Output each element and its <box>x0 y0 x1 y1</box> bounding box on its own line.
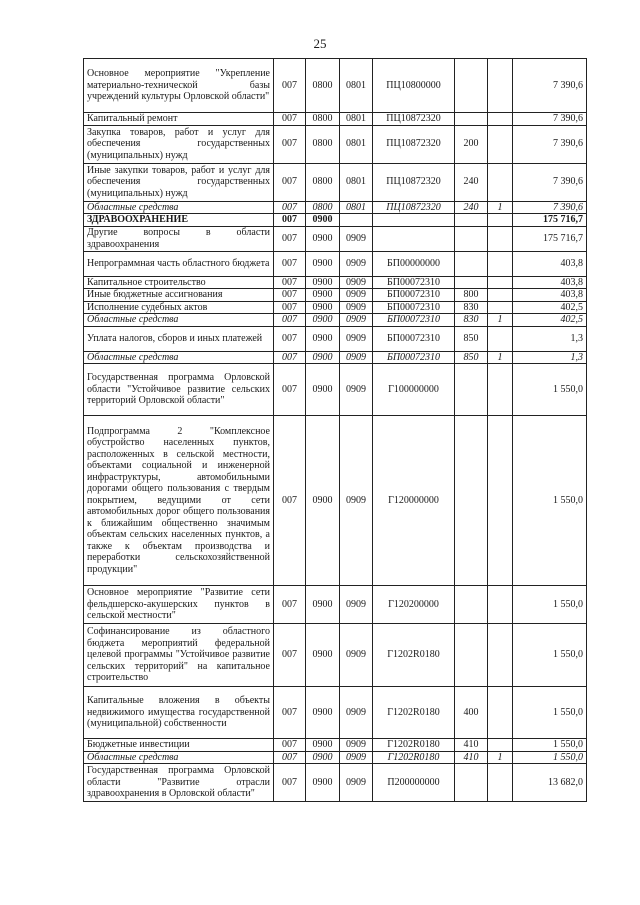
subsection-code-cell: 0909 <box>340 764 373 802</box>
table-row <box>84 326 587 351</box>
funding-source-flag-cell: 1 <box>488 351 513 364</box>
section-code-cell: 0800 <box>306 201 340 214</box>
funding-source-flag-cell: 1 <box>488 201 513 214</box>
table-row <box>84 113 587 126</box>
funding-source-flag-cell: 1 <box>488 314 513 327</box>
subsection-code-cell: 0909 <box>340 416 373 586</box>
funding-source-flag-cell <box>488 251 513 276</box>
row-name-cell: Областные средства <box>84 314 274 327</box>
funding-source-flag-cell <box>488 687 513 739</box>
row-name-cell: ЗДРАВООХРАНЕНИЕ <box>84 214 274 227</box>
row-name-cell: Непрограммная часть областного бюджета <box>84 251 274 276</box>
amount-cell: 403,8 <box>513 276 587 289</box>
funding-source-flag-cell <box>488 289 513 302</box>
amount-cell: 175 716,7 <box>513 226 587 251</box>
ministry-code-cell: 007 <box>274 214 306 227</box>
row-name-cell: Государственная программа Орловской области "Развитие отрасли здравоохранения в Орловской области" <box>84 764 274 802</box>
section-code-cell: 0800 <box>306 163 340 201</box>
section-code-cell: 0900 <box>306 326 340 351</box>
expense-type-code-cell <box>455 624 488 687</box>
table-row <box>84 764 587 802</box>
funding-source-flag-cell <box>488 624 513 687</box>
table-row <box>84 687 587 739</box>
target-article-code-cell: Г1202R0180 <box>373 739 455 752</box>
subsection-code-cell: 0801 <box>340 59 373 113</box>
funding-source-flag-cell <box>488 113 513 126</box>
section-code-cell: 0900 <box>306 586 340 624</box>
target-article-code-cell: Г1202R0180 <box>373 751 455 764</box>
ministry-code-cell: 007 <box>274 624 306 687</box>
row-name-cell: Областные средства <box>84 351 274 364</box>
expense-type-code-cell <box>455 214 488 227</box>
expense-type-code-cell <box>455 113 488 126</box>
section-code-cell: 0900 <box>306 687 340 739</box>
funding-source-flag-cell <box>488 226 513 251</box>
table-row <box>84 201 587 214</box>
subsection-code-cell: 0909 <box>340 276 373 289</box>
row-name-cell: Иные закупки товаров, работ и услуг для обеспечения государственных (муниципальных) нужд <box>84 163 274 201</box>
funding-source-flag-cell <box>488 214 513 227</box>
section-code-cell: 0900 <box>306 351 340 364</box>
target-article-code-cell: БП00072310 <box>373 301 455 314</box>
target-article-code-cell: БП00072310 <box>373 351 455 364</box>
subsection-code-cell: 0801 <box>340 163 373 201</box>
ministry-code-cell: 007 <box>274 687 306 739</box>
target-article-code-cell: Г120000000 <box>373 416 455 586</box>
funding-source-flag-cell <box>488 125 513 163</box>
table-row <box>84 624 587 687</box>
expense-type-code-cell: 830 <box>455 301 488 314</box>
section-code-cell: 0900 <box>306 739 340 752</box>
target-article-code-cell <box>373 214 455 227</box>
target-article-code-cell: Г1202R0180 <box>373 687 455 739</box>
section-code-cell: 0900 <box>306 226 340 251</box>
subsection-code-cell: 0909 <box>340 251 373 276</box>
section-code-cell: 0900 <box>306 251 340 276</box>
ministry-code-cell: 007 <box>274 113 306 126</box>
ministry-code-cell: 007 <box>274 364 306 416</box>
section-code-cell: 0900 <box>306 314 340 327</box>
ministry-code-cell: 007 <box>274 314 306 327</box>
amount-cell: 7 390,6 <box>513 201 587 214</box>
section-code-cell: 0900 <box>306 751 340 764</box>
amount-cell: 7 390,6 <box>513 113 587 126</box>
table-row <box>84 276 587 289</box>
target-article-code-cell: Г120200000 <box>373 586 455 624</box>
target-article-code-cell: БП00072310 <box>373 276 455 289</box>
target-article-code-cell: ПЦ10872320 <box>373 113 455 126</box>
row-name-cell: Капитальный ремонт <box>84 113 274 126</box>
table-row <box>84 364 587 416</box>
table-row <box>84 751 587 764</box>
funding-source-flag-cell <box>488 276 513 289</box>
amount-cell: 402,5 <box>513 301 587 314</box>
funding-source-flag-cell <box>488 416 513 586</box>
table-row <box>84 214 587 227</box>
expense-type-code-cell: 400 <box>455 687 488 739</box>
expense-type-code-cell: 410 <box>455 739 488 752</box>
section-code-cell: 0900 <box>306 214 340 227</box>
target-article-code-cell: БП00072310 <box>373 314 455 327</box>
amount-cell: 1 550,0 <box>513 624 587 687</box>
subsection-code-cell: 0909 <box>340 326 373 351</box>
subsection-code-cell: 0909 <box>340 739 373 752</box>
row-name-cell: Капитальное строительство <box>84 276 274 289</box>
subsection-code-cell: 0909 <box>340 351 373 364</box>
row-name-cell: Подпрограмма 2 "Комплексное обустройство населенных пунктов, расположенных в сельской местности, объектами социальной и инженерной инфраструктуры, автомобильными дорогами общего пользования с твердым покрытием, ведущими от сети автомобильных дорог общего пользования к ближайшим общественно значимым объектам сельских населенных пунктов, а также к объектам производства и переработки сельскохозяйственной продукции" <box>84 416 274 586</box>
funding-source-flag-cell <box>488 764 513 802</box>
target-article-code-cell: БП00000000 <box>373 251 455 276</box>
section-code-cell: 0900 <box>306 416 340 586</box>
table-row <box>84 125 587 163</box>
row-name-cell: Областные средства <box>84 751 274 764</box>
subsection-code-cell: 0909 <box>340 314 373 327</box>
section-code-cell: 0900 <box>306 624 340 687</box>
subsection-code-cell: 0801 <box>340 125 373 163</box>
target-article-code-cell: БП00072310 <box>373 289 455 302</box>
funding-source-flag-cell <box>488 163 513 201</box>
table-row <box>84 163 587 201</box>
funding-source-flag-cell <box>488 739 513 752</box>
amount-cell: 7 390,6 <box>513 125 587 163</box>
expense-type-code-cell <box>455 586 488 624</box>
section-code-cell: 0900 <box>306 301 340 314</box>
section-code-cell: 0900 <box>306 364 340 416</box>
amount-cell: 402,5 <box>513 314 587 327</box>
target-article-code-cell: Г1202R0180 <box>373 624 455 687</box>
row-name-cell: Закупка товаров, работ и услуг для обеспечения государственных (муниципальных) нужд <box>84 125 274 163</box>
amount-cell: 1 550,0 <box>513 687 587 739</box>
ministry-code-cell: 007 <box>274 201 306 214</box>
expense-type-code-cell <box>455 416 488 586</box>
section-code-cell: 0900 <box>306 276 340 289</box>
ministry-code-cell: 007 <box>274 586 306 624</box>
subsection-code-cell: 0801 <box>340 113 373 126</box>
ministry-code-cell: 007 <box>274 251 306 276</box>
target-article-code-cell: ПЦ10800000 <box>373 59 455 113</box>
amount-cell: 13 682,0 <box>513 764 587 802</box>
ministry-code-cell: 007 <box>274 125 306 163</box>
expense-type-code-cell: 410 <box>455 751 488 764</box>
ministry-code-cell: 007 <box>274 163 306 201</box>
target-article-code-cell: ПЦ10872320 <box>373 201 455 214</box>
ministry-code-cell: 007 <box>274 416 306 586</box>
row-name-cell: Иные бюджетные ассигнования <box>84 289 274 302</box>
table-row <box>84 289 587 302</box>
section-code-cell: 0800 <box>306 59 340 113</box>
page-number: 25 <box>313 36 327 51</box>
ministry-code-cell: 007 <box>274 351 306 364</box>
target-article-code-cell: ПЦ10872320 <box>373 125 455 163</box>
funding-source-flag-cell <box>488 301 513 314</box>
subsection-code-cell: 0909 <box>340 687 373 739</box>
target-article-code-cell: Г100000000 <box>373 364 455 416</box>
table-row <box>84 314 587 327</box>
table-row <box>84 739 587 752</box>
ministry-code-cell: 007 <box>274 59 306 113</box>
subsection-code-cell <box>340 214 373 227</box>
table-row <box>84 226 587 251</box>
subsection-code-cell: 0909 <box>340 586 373 624</box>
row-name-cell: Исполнение судебных актов <box>84 301 274 314</box>
expense-type-code-cell <box>455 59 488 113</box>
table-row <box>84 416 587 586</box>
expense-type-code-cell <box>455 251 488 276</box>
budget-table <box>83 58 587 802</box>
amount-cell: 1 550,0 <box>513 739 587 752</box>
ministry-code-cell: 007 <box>274 739 306 752</box>
row-name-cell: Бюджетные инвестиции <box>84 739 274 752</box>
amount-cell: 1 550,0 <box>513 751 587 764</box>
subsection-code-cell: 0909 <box>340 226 373 251</box>
subsection-code-cell: 0909 <box>340 751 373 764</box>
row-name-cell: Основное мероприятие "Развитие сети фельдшерско-акушерских пунктов в сельской местности" <box>84 586 274 624</box>
ministry-code-cell: 007 <box>274 326 306 351</box>
subsection-code-cell: 0909 <box>340 301 373 314</box>
expense-type-code-cell: 800 <box>455 289 488 302</box>
budget-table-body <box>84 59 587 802</box>
ministry-code-cell: 007 <box>274 226 306 251</box>
amount-cell: 403,8 <box>513 251 587 276</box>
expense-type-code-cell <box>455 764 488 802</box>
ministry-code-cell: 007 <box>274 289 306 302</box>
expense-type-code-cell: 830 <box>455 314 488 327</box>
row-name-cell: Уплата налогов, сборов и иных платежей <box>84 326 274 351</box>
section-code-cell: 0900 <box>306 764 340 802</box>
funding-source-flag-cell <box>488 364 513 416</box>
table-row <box>84 251 587 276</box>
expense-type-code-cell: 850 <box>455 351 488 364</box>
expense-type-code-cell: 240 <box>455 163 488 201</box>
expense-type-code-cell: 200 <box>455 125 488 163</box>
ministry-code-cell: 007 <box>274 301 306 314</box>
expense-type-code-cell: 240 <box>455 201 488 214</box>
ministry-code-cell: 007 <box>274 764 306 802</box>
row-name-cell: Областные средства <box>84 201 274 214</box>
row-name-cell: Другие вопросы в области здравоохранения <box>84 226 274 251</box>
funding-source-flag-cell: 1 <box>488 751 513 764</box>
section-code-cell: 0900 <box>306 289 340 302</box>
table-row <box>84 351 587 364</box>
amount-cell: 1,3 <box>513 326 587 351</box>
row-name-cell: Государственная программа Орловской области "Устойчивое развитие сельских территорий Орловской области" <box>84 364 274 416</box>
subsection-code-cell: 0801 <box>340 201 373 214</box>
section-code-cell: 0800 <box>306 125 340 163</box>
amount-cell: 1 550,0 <box>513 586 587 624</box>
ministry-code-cell: 007 <box>274 276 306 289</box>
target-article-code-cell: ПЦ10872320 <box>373 163 455 201</box>
expense-type-code-cell: 850 <box>455 326 488 351</box>
amount-cell: 1,3 <box>513 351 587 364</box>
row-name-cell: Капитальные вложения в объекты недвижимого имущества государственной (муниципальной) собственности <box>84 687 274 739</box>
section-code-cell: 0800 <box>306 113 340 126</box>
target-article-code-cell: БП00072310 <box>373 326 455 351</box>
subsection-code-cell: 0909 <box>340 289 373 302</box>
amount-cell: 1 550,0 <box>513 416 587 586</box>
funding-source-flag-cell <box>488 326 513 351</box>
subsection-code-cell: 0909 <box>340 364 373 416</box>
amount-cell: 175 716,7 <box>513 214 587 227</box>
table-row <box>84 59 587 113</box>
amount-cell: 7 390,6 <box>513 163 587 201</box>
table-row <box>84 301 587 314</box>
table-row <box>84 586 587 624</box>
target-article-code-cell <box>373 226 455 251</box>
subsection-code-cell: 0909 <box>340 624 373 687</box>
row-name-cell: Софинансирование из областного бюджета мероприятий федеральной целевой программы "Устойчивое развитие сельских территорий" на капитальное строительство <box>84 624 274 687</box>
amount-cell: 403,8 <box>513 289 587 302</box>
expense-type-code-cell <box>455 226 488 251</box>
ministry-code-cell: 007 <box>274 751 306 764</box>
row-name-cell: Основное мероприятие "Укрепление материально-технической базы учреждений культуры Орловской области" <box>84 59 274 113</box>
target-article-code-cell: П200000000 <box>373 764 455 802</box>
amount-cell: 1 550,0 <box>513 364 587 416</box>
funding-source-flag-cell <box>488 59 513 113</box>
expense-type-code-cell <box>455 276 488 289</box>
amount-cell: 7 390,6 <box>513 59 587 113</box>
expense-type-code-cell <box>455 364 488 416</box>
funding-source-flag-cell <box>488 586 513 624</box>
